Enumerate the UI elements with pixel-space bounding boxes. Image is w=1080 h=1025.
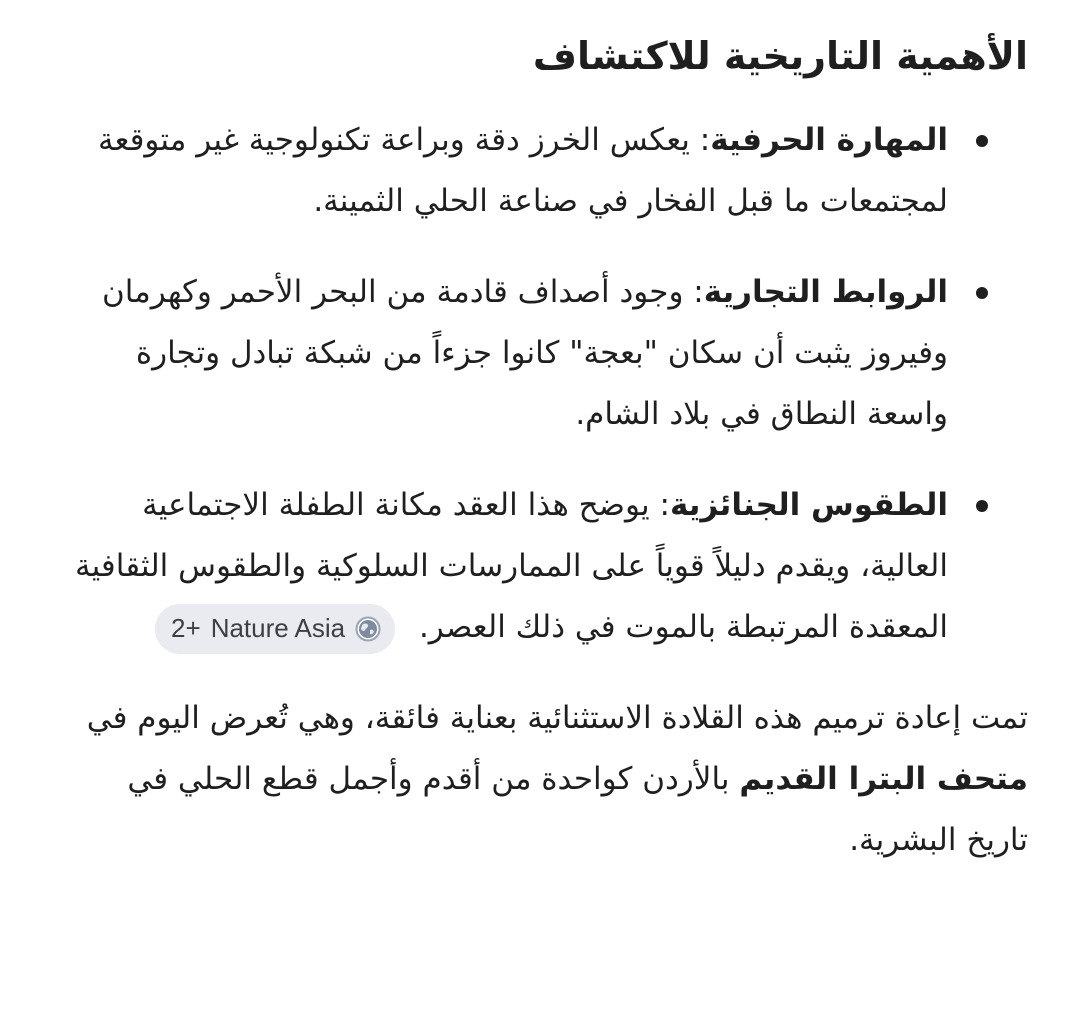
bullet-lead: المهارة الحرفية bbox=[710, 122, 948, 158]
bullet-text: : وجود أصداف قادمة من البحر الأحمر وكهرمان وفيروز يثبت أن سكان "بعجة" كانوا جزءاً من شبكة تبادل وتجارة واسعة النطاق في بلاد الشام. bbox=[101, 274, 948, 432]
bullet-item-funerary-rituals bbox=[52, 475, 1028, 658]
bullet-dot bbox=[976, 135, 988, 147]
bullet-item-trade-links bbox=[52, 262, 1028, 445]
bullet-item-craft-skill bbox=[52, 110, 1028, 232]
bullet-lead: الروابط التجارية bbox=[703, 274, 948, 310]
closing-paragraph bbox=[52, 688, 1028, 871]
closing-text-start: تمت إعادة ترميم هذه القلادة الاستثنائية بعناية فائقة، وهي تُعرض اليوم في bbox=[86, 700, 1028, 736]
bullet-dot bbox=[976, 287, 988, 299]
source-chip[interactable] bbox=[155, 604, 395, 654]
bullet-list bbox=[52, 110, 1028, 658]
bullet-text: : يعكس الخرز دقة وبراعة تكنولوجية غير متوقعة لمجتمعات ما قبل الفخار في صناعة الحلي الثمينة. bbox=[98, 122, 948, 219]
section-heading: الأهمية التاريخية للاكتشاف bbox=[532, 34, 1028, 78]
bullet-lead: الطقوس الجنائزية bbox=[669, 487, 948, 523]
bullet-dot bbox=[976, 500, 988, 512]
bullet-text: : يوضح هذا العقد مكانة الطفلة الاجتماعية العالية، ويقدم دليلاً قوياً على الممارسات السلوكية والطقوس الثقافية المعقدة المرتبطة بالموت في ذلك العصر. bbox=[74, 487, 948, 645]
source-count: 2+ bbox=[171, 613, 201, 643]
source-label: Nature Asia bbox=[210, 613, 346, 643]
closing-text-end: بالأردن كواحدة من أقدم وأجمل قطع الحلي في تاريخ البشرية. bbox=[127, 761, 1028, 858]
globe-icon bbox=[355, 616, 381, 642]
museum-name: متحف البترا القديم bbox=[739, 761, 1028, 797]
